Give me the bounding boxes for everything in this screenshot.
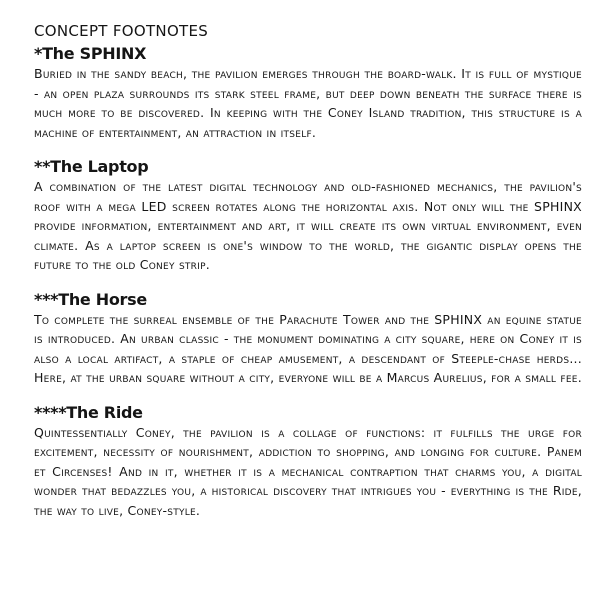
footnote-body-horse: To complete the surreal ensemble of the Parachute Tower and the SPHINX an equine statue is introduced. An urban classic - the monument dominating a city square, here on Coney it is also a local artifact, a staple of cheap amusement, a descendant of Steeple-chase herds... Here, at the urban square without a city, everyone will be a Marcus Aurelius, for a small fee. bbox=[34, 311, 582, 385]
footnote-body-laptop: A combination of the latest digital technology and old-fashioned mechanics, the pavilion's roof with a mega LED screen rotates along the horizontal axis. Not only will the SPHINX provide information, entertainment and art, it will create its own virtual environment, even climate. As a laptop screen is one's window to the world, the gigantic display opens the future to the old Coney strip. bbox=[34, 179, 582, 272]
footnote-heading-ride: ****The Ride bbox=[34, 402, 143, 422]
footnote-ride bbox=[34, 403, 582, 521]
page-title: CONCEPT FOOTNOTES bbox=[34, 22, 209, 40]
footnote-body-ride: Quintessentially Coney, the pavilion is a collage of functions: it fulfills the urge for excitement, necessity of nourishment, addiction to shopping, and longing for culture. Panem et Circenses! And in it, whether it is a mechanical contraption that charms you, a digital wonder that bedazzles you, a historical discovery that intrigues you - everything is the Ride, the way to live, Coney-style. bbox=[34, 424, 582, 518]
footnote-heading-sphinx: *The SPHINX bbox=[34, 44, 147, 63]
footnote-heading-laptop: **The Laptop bbox=[34, 157, 149, 176]
footnote-heading-horse: ***The Horse bbox=[34, 289, 147, 309]
footnote-sphinx bbox=[34, 44, 582, 142]
footnote-laptop bbox=[34, 157, 582, 275]
footnote-body-sphinx: Buried in the sandy beach, the pavilion emerges through the board-walk. It is full of mystique - an open plaza surrounds its stark steel frame, but deep down beneath the surface there is much more to be discovered. In keeping with the Coney Island tradition, this structure is a machine of entertainment, an attraction in itself. bbox=[34, 66, 582, 140]
footnote-horse bbox=[34, 290, 582, 388]
document-page bbox=[34, 22, 582, 535]
